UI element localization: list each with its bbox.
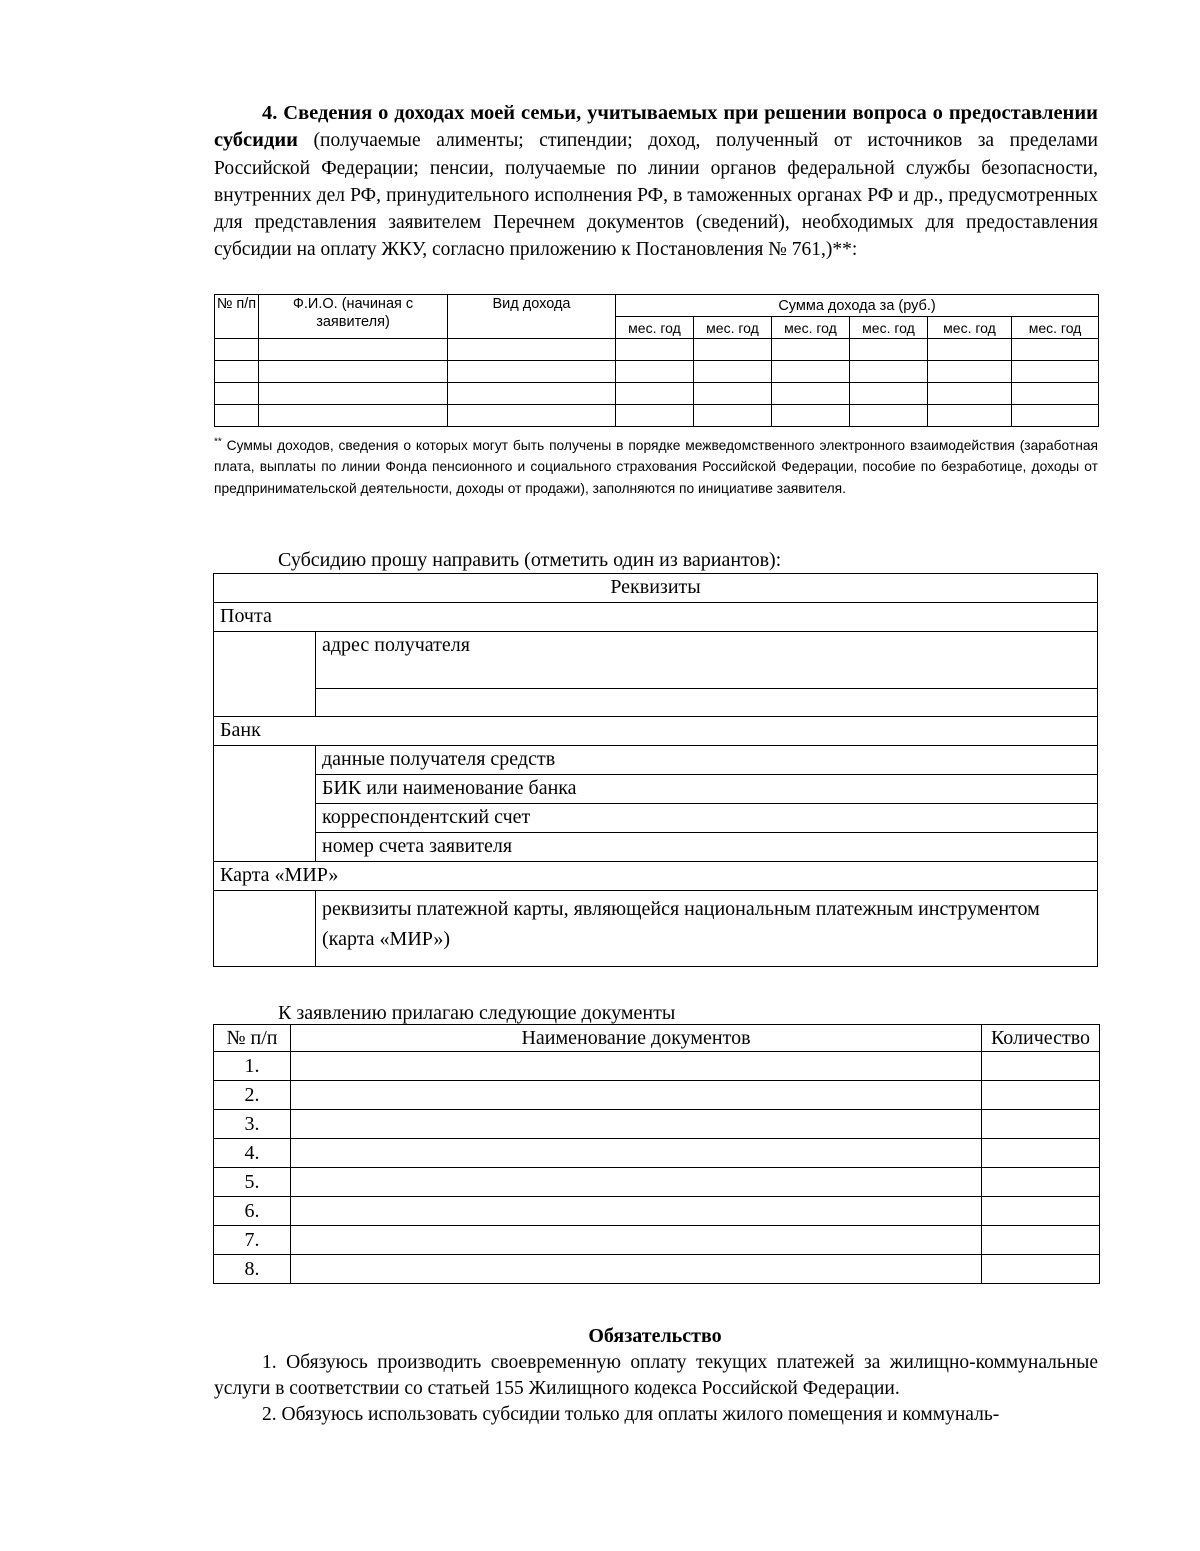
footnote-text: Суммы доходов, сведения о которых могут быть получены в порядке межведомственного электронного взаимодействия (заработная плата, выплаты по линии Фонда пенсионного и социального страхования Российской Федерации, пособие по безработице, доходы от предпринимательской деятельности, доходы от продажи), заполняются по инициативе заявителя. [214, 438, 1098, 496]
document-qty-cell[interactable] [982, 1081, 1100, 1110]
document-row [214, 1226, 1100, 1255]
document-name-cell[interactable] [291, 1255, 982, 1284]
document-qty-cell[interactable] [982, 1168, 1100, 1197]
col-header-month-4: мес. год [850, 317, 928, 339]
document-row [214, 1139, 1100, 1168]
document-name-cell[interactable] [291, 1139, 982, 1168]
doc-col-number: № п/п [214, 1025, 291, 1052]
document-qty-cell[interactable] [982, 1255, 1100, 1284]
obligation-text [214, 1350, 1098, 1428]
documents-table [213, 1024, 1100, 1284]
col-header-number: № п/п [215, 295, 259, 339]
income-section-heading: 4. Сведения о доходах моей семьи, учитываемых при решении вопроса о предоставлении субсидии [214, 102, 1098, 152]
bank-account-number-field[interactable]: номер счета заявителя [316, 833, 1098, 862]
option-mail-label[interactable]: Почта [214, 603, 1098, 632]
document-name-cell[interactable] [291, 1110, 982, 1139]
obligation-item-2: 2. Обязуюсь использовать субсидии только для оплаты жилого помещения и коммуналь- [262, 1404, 1000, 1425]
document-name-cell[interactable] [291, 1226, 982, 1255]
document-name-cell[interactable] [291, 1052, 982, 1081]
col-header-month-2: мес. год [694, 317, 772, 339]
mail-address-extra-line[interactable] [316, 689, 1098, 717]
bank-corr-account-field[interactable]: корреспондентский счет [316, 804, 1098, 833]
document-row-number: 6. [214, 1197, 291, 1226]
document-qty-cell[interactable] [982, 1226, 1100, 1255]
income-section-description: (получаемые алименты; стипендии; доход, полученный от источников за пределами Российской Федерации; пенсии, получаемые по линии органов федеральной службы безопасности, внутренних дел РФ, принудительного исполнения РФ, в таможенных органах РФ и др., предусмотренных для представления заявителем Перечнем документов (сведений), необходимых для предоставления субсидии на оплату ЖКУ, согласно приложению к Постановления № 761,)**: [214, 130, 1098, 261]
documents-title: К заявлению прилагаю следующие документы [278, 1002, 676, 1024]
document-row [214, 1197, 1100, 1226]
option-mir-card-label[interactable]: Карта «МИР» [214, 862, 1098, 891]
income-footnote [214, 435, 1098, 499]
income-row-2 [215, 361, 1099, 383]
document-name-cell[interactable] [291, 1168, 982, 1197]
income-section-paragraph [214, 100, 1098, 264]
obligation-title: Обязательство [588, 1325, 722, 1347]
document-row [214, 1110, 1100, 1139]
mir-card-details-field[interactable]: реквизиты платежной карты, являющейся национальным платежным инструментом (карта «МИР») [316, 891, 1098, 967]
document-row-number: 2. [214, 1081, 291, 1110]
income-table [214, 294, 1099, 427]
col-header-month-6: мес. год [1012, 317, 1099, 339]
col-header-month-5: мес. год [928, 317, 1012, 339]
income-row-1 [215, 339, 1099, 361]
document-row [214, 1081, 1100, 1110]
requisites-table [213, 573, 1098, 967]
col-header-month-3: мес. год [772, 317, 850, 339]
mail-address-field[interactable]: адрес получателя [316, 632, 1098, 689]
document-qty-cell[interactable] [982, 1052, 1100, 1081]
document-row [214, 1052, 1100, 1081]
document-row-number: 7. [214, 1226, 291, 1255]
col-header-fio: Ф.И.О. (начиная с заявителя) [259, 295, 448, 339]
document-name-cell[interactable] [291, 1081, 982, 1110]
requisites-header: Реквизиты [214, 574, 1098, 603]
document-name-cell[interactable] [291, 1197, 982, 1226]
bank-bik-field[interactable]: БИК или наименование банка [316, 775, 1098, 804]
income-row-4 [215, 405, 1099, 427]
bank-recipient-field[interactable]: данные получателя средств [316, 746, 1098, 775]
income-row-3 [215, 383, 1099, 405]
document-row-number: 5. [214, 1168, 291, 1197]
document-row [214, 1255, 1100, 1284]
document-row-number: 4. [214, 1139, 291, 1168]
document-qty-cell[interactable] [982, 1139, 1100, 1168]
bank-checkbox-cell[interactable] [214, 746, 316, 862]
doc-col-quantity: Количество [982, 1025, 1100, 1052]
obligation-item-1: 1. Обязуюсь производить своевременную оплату текущих платежей за жилищно-коммунальные услуги в соответствии со статьей 155 Жилищного кодекса Российской Федерации. [214, 1352, 1098, 1399]
doc-col-name: Наименование документов [291, 1025, 982, 1052]
mir-card-checkbox-cell[interactable] [214, 891, 316, 967]
document-qty-cell[interactable] [982, 1197, 1100, 1226]
document-row-number: 3. [214, 1110, 291, 1139]
document-row-number: 8. [214, 1255, 291, 1284]
col-header-month-1: мес. год [616, 317, 694, 339]
requisites-title: Субсидию прошу направить (отметить один из вариантов): [278, 549, 782, 571]
option-bank-label[interactable]: Банк [214, 717, 1098, 746]
col-header-income-type: Вид дохода [448, 295, 616, 339]
document-row [214, 1168, 1100, 1197]
col-header-income-sum: Сумма дохода за (руб.) [616, 295, 1099, 317]
document-row-number: 1. [214, 1052, 291, 1081]
footnote-marker: ** [214, 436, 222, 448]
document-qty-cell[interactable] [982, 1110, 1100, 1139]
mail-checkbox-cell[interactable] [214, 632, 316, 717]
